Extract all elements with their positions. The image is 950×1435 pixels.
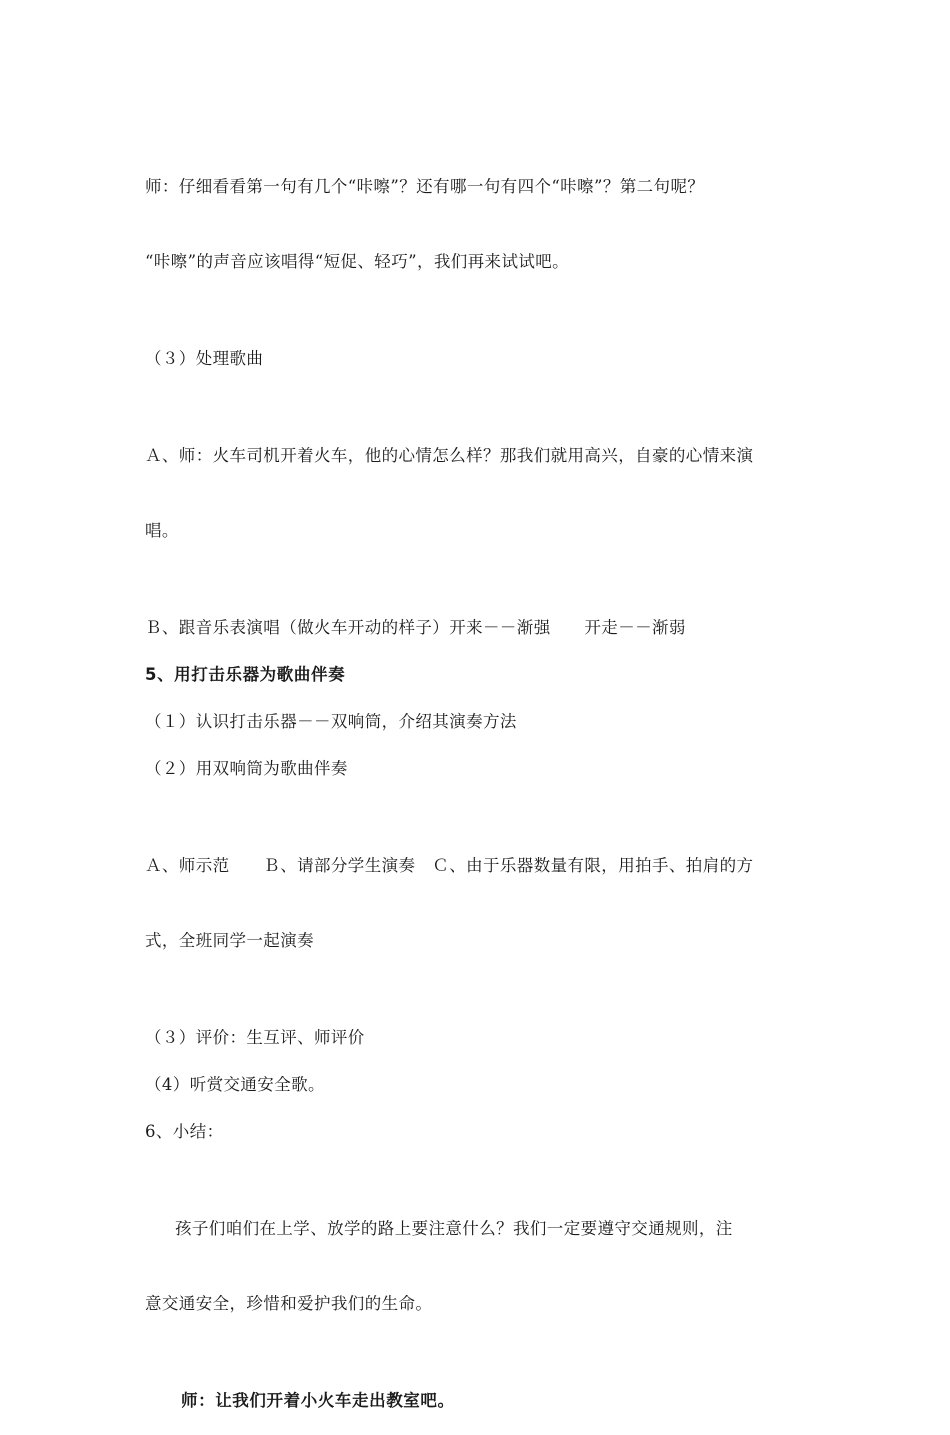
paragraph-line: 式，全班同学一起演奏	[145, 931, 314, 950]
paragraph-teacher-question	[145, 124, 809, 324]
paragraph-handle-song: （３）处理歌曲	[145, 349, 264, 368]
paragraph-line: 意交通安全，珍惜和爱护我们的生命。	[145, 1294, 433, 1313]
paragraph-line: 唱。	[145, 521, 179, 540]
section-heading-summary: 6、小结：	[145, 1122, 224, 1141]
paragraph-line: Ａ、师示范 Ｂ、请部分学生演奏 Ｃ、由于乐器数量有限，用拍手、拍肩的方	[145, 856, 754, 875]
paragraph-item-a	[145, 393, 809, 593]
paragraph-summary	[145, 1166, 809, 1366]
paragraph-line: 师：仔细看看第一句有几个“咔嚓”？还有哪一句有四个“咔嚓”？第二句呢？	[145, 177, 705, 196]
paragraph-line: 孩子们咱们在上学、放学的路上要注意什么？我们一定要遵守交通规则，注	[175, 1219, 733, 1238]
paragraph-step-options	[145, 803, 809, 1003]
paragraph-step-3: （３）评价：生互评、师评价	[145, 1028, 365, 1047]
paragraph-step-1: （１）认识打击乐器－－双响筒，介绍其演奏方法	[145, 712, 517, 731]
paragraph-step-4: （4）听赏交通安全歌。	[145, 1075, 325, 1094]
paragraph-step-2: （２）用双响筒为歌曲伴奏	[145, 759, 348, 778]
document-body	[145, 124, 809, 1435]
paragraph-closing: 师：让我们开着小火车走出教室吧。	[181, 1391, 455, 1410]
section-heading-percussion: 5、用打击乐器为歌曲伴奏	[145, 665, 346, 684]
paragraph-line: “咔嚓”的声音应该唱得“短促、轻巧”，我们再来试试吧。	[145, 252, 570, 271]
paragraph-item-b: Ｂ、跟音乐表演唱（做火车开动的样子）开来－－渐强 开走－－渐弱	[145, 618, 686, 637]
paragraph-line: Ａ、师：火车司机开着火车，他的心情怎么样？那我们就用高兴，自豪的心情来演	[145, 446, 754, 465]
